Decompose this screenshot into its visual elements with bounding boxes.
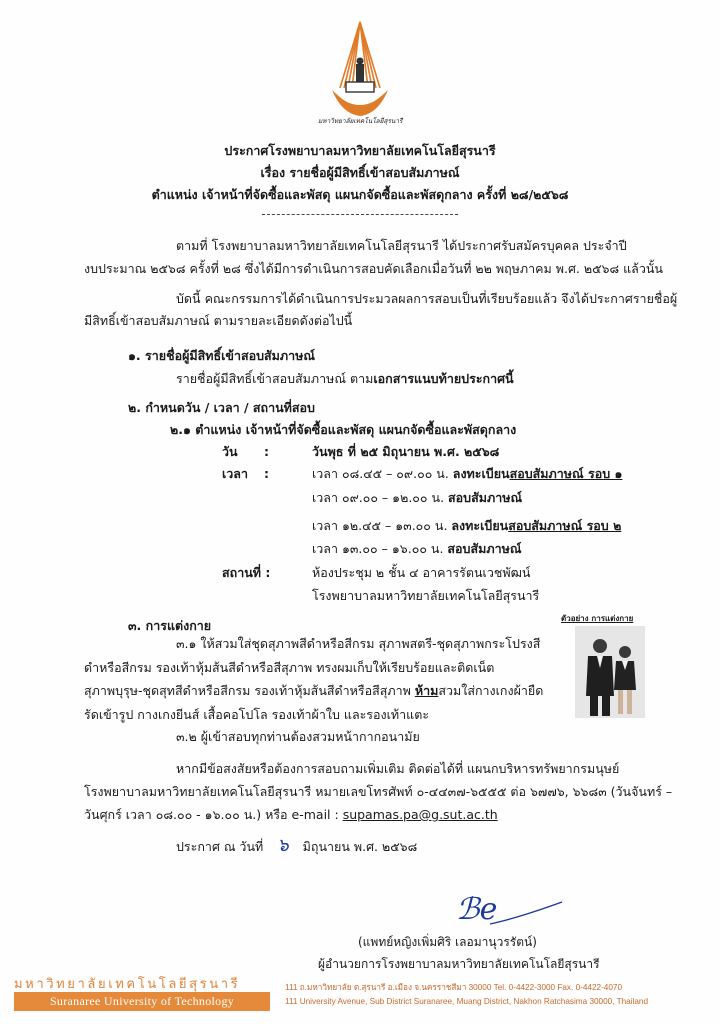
header-divider (262, 214, 458, 215)
signer-name: (แพทย์หญิงเพิ่มศิริ เลอมานุวรรัตน์) (358, 935, 537, 949)
dress-p1-line3: สุภาพบุรุษ-ชุดสุทสีดำหรือสีกรม รองเท้าหุ้มส้นสีดำหรือสีสุภาพ ห้ามสวมใส่กางเกงผ้ายืด (84, 683, 544, 698)
seal-caption: มหาวิทยาลัยเทคโนโลยีสุรนารี (318, 117, 403, 125)
section-2-sub: ๒.๑ ตำแหน่ง เจ้าหน้าที่จัดซื้อและพัสดุ แผนกจัดซื้อและพัสดุกลาง (170, 422, 517, 437)
time-colon: : (264, 466, 269, 481)
dress-photo-caption: ตัวอย่าง การแต่งกาย (561, 614, 634, 623)
dress-p1-line4: รัดเข้ารูป กางเกงยีนส์ เสื้อคอโปโล รองเท้าผ้าใบ และรองเท้าแตะ (84, 707, 430, 722)
time-slot-3: เวลา ๑๒.๔๕ – ๑๓.๐๐ น. ลงทะเบียนสอบสัมภาษณ์ รอบ ๒ (312, 518, 622, 533)
dress-example-photo (575, 626, 645, 718)
contact-line-1: หากมีข้อสงสัยหรือต้องการสอบถามเพิ่มเติม ติดต่อได้ที่ แผนกบริหารทรัพยากรมนุษย์ (176, 761, 620, 776)
footer-address-thai: 111 ถ.มหาวิทยาลัย ต.สุรนารี อ.เมือง จ.นครราชสีมา 30000 Tel. 0-4422-3000 Fax. 0-4422-4070 (285, 983, 623, 992)
dress-p1-line2: ดำหรือสีกรม รองเท้าหุ้มส้นสีดำหรือสีสุภาพ ทรงผมเก็บให้เรียบร้อยและติดเน็ต (84, 660, 495, 675)
contact-line-2: โรงพยาบาลมหาวิทยาลัยเทคโนโลยีสุรนารี หมายเลขโทรศัพท์ ๐-๔๔๓๗-๖๕๕๕ ต่อ ๖๗๗๖, ๖๖๘๓ (วันจันทร์ – (84, 784, 673, 799)
header-line-1: ประกาศโรงพยาบาลมหาวิทยาลัยเทคโนโลยีสุรนารี (224, 143, 496, 158)
day-colon: : (264, 444, 269, 459)
intro-p1-line2: งบประมาณ ๒๕๖๘ ครั้งที่ ๒๘ ซึ่งได้มีการดำเนินการสอบคัดเลือกเมื่อวันที่ ๒๒ พฤษภาคม พ.ศ. ๒๕๖๘ แล้วนั้น (84, 261, 663, 276)
intro-p1-line1: ตามที่ โรงพยาบาลมหาวิทยาลัยเทคโนโลยีสุรนารี ได้ประกาศรับสมัครบุคคล ประจำปี (176, 238, 627, 253)
dress-p2: ๓.๒ ผู้เข้าสอบทุกท่านต้องสวมหน้ากากอนามัย (176, 729, 420, 744)
header-line-2: เรื่อง รายชื่อผู้มีสิทธิ์เข้าสอบสัมภาษณ์ (260, 165, 460, 180)
announce-date: ประกาศ ณ วันที่ ๖ มิถุนายน พ.ศ. ๒๕๖๘ (176, 835, 418, 856)
contact-email-link[interactable]: supamas.pa@g.sut.ac.th (342, 807, 498, 822)
time-slot-1: เวลา ๐๘.๔๕ – ๐๙.๐๐ น. ลงทะเบียนสอบสัมภาษณ์ รอบ ๑ (312, 466, 623, 481)
dress-p1-line1: ๓.๑ ให้สวมใส่ชุดสุภาพสีดำหรือสีกรม สุภาพสตรี-ชุดสุภาพกระโปรงสี (176, 636, 541, 651)
time-slot-4: เวลา ๑๓.๐๐ – ๑๖.๐๐ น. สอบสัมภาษณ์ (312, 541, 522, 556)
place-label: สถานที่ : (222, 565, 271, 580)
header-line-3: ตำแหน่ง เจ้าหน้าที่จัดซื้อและพัสดุ แผนกจัดซื้อและพัสดุกลาง ครั้งที่ ๒๘/๒๕๖๘ (151, 187, 569, 202)
footer-university-thai: มหาวิทยาลัยเทคโนโลยีสุรนารี (14, 977, 241, 992)
signature-mark: ℬe (456, 892, 498, 927)
section-1-body: รายชื่อผู้มีสิทธิ์เข้าสอบสัมภาษณ์ ตามเอกสารแนบท้ายประกาศนี้ (176, 371, 514, 386)
intro-p2-line1: บัดนี้ คณะกรรมการได้ดำเนินการประมวลผลการสอบเป็นที่เรียบร้อยแล้ว จึงได้ประกาศรายชื่อผู้ (176, 291, 678, 306)
place-line-1: ห้องประชุม ๒ ชั้น ๔ อาคารรัตนเวชพัฒน์ (312, 565, 531, 580)
intro-p2-line2: มีสิทธิ์เข้าสอบสัมภาษณ์ ตามรายละเอียดดังต่อไปนี้ (84, 313, 353, 328)
time-label: เวลา (222, 466, 248, 481)
signature-stroke (488, 898, 568, 928)
handwritten-day: ๖ (277, 835, 289, 856)
footer-address-english: 111 University Avenue, Sub District Suranaree, Muang District, Nakhon Ratchasima 30000, Thailand (285, 997, 649, 1006)
day-label: วัน (222, 444, 238, 459)
day-value: วันพุธ ที่ ๒๕ มิถุนายน พ.ศ. ๒๕๖๘ (312, 444, 500, 459)
section-1-title: ๑. รายชื่อผู้มีสิทธิ์เข้าสอบสัมภาษณ์ (128, 348, 316, 363)
section-2-title: ๒. กำหนดวัน / เวลา / สถานที่สอบ (128, 400, 315, 415)
place-line-2: โรงพยาบาลมหาวิทยาลัยเทคโนโลยีสุรนารี (312, 588, 540, 603)
section-3-title: ๓. การแต่งกาย (128, 618, 212, 633)
footer-university-english: Suranaree University of Technology (14, 992, 270, 1011)
contact-line-3: วันศุกร์ เวลา ๐๘.๐๐ - ๑๖.๐๐ น.) หรือ e-mail : supamas.pa@g.sut.ac.th (84, 807, 498, 822)
time-slot-2: เวลา ๐๙.๐๐ – ๑๒.๐๐ น. สอบสัมภาษณ์ (312, 490, 523, 505)
signer-title: ผู้อำนวยการโรงพยาบาลมหาวิทยาลัยเทคโนโลยีสุรนารี (318, 957, 600, 971)
